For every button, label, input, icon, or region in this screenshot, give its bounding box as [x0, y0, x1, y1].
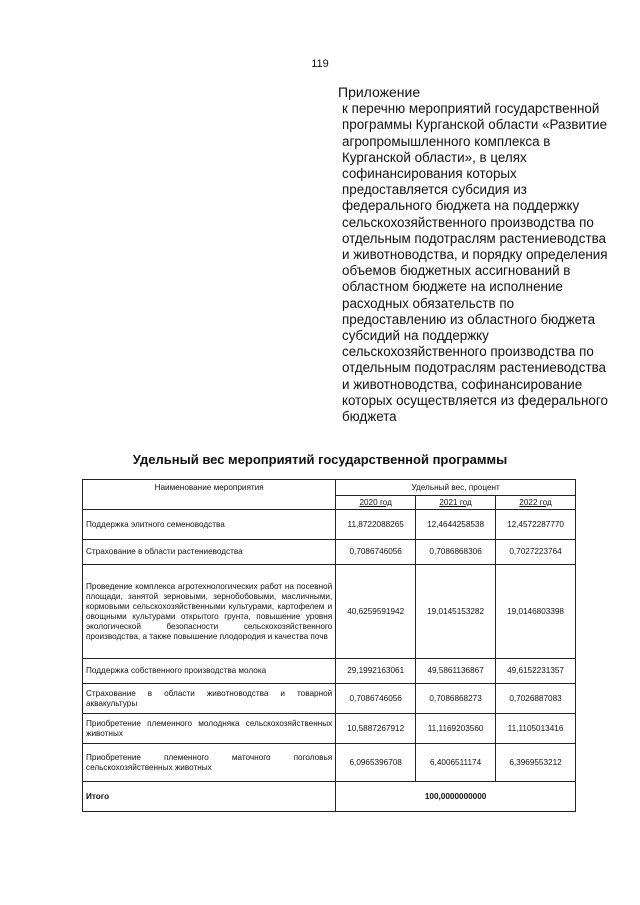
table-title: Удельный вес мероприятий государственной программы	[132, 452, 508, 467]
row-name: Страхование в области животноводства и товарной аквакультуры	[83, 684, 336, 714]
row-value-2021: 6,4006511174	[416, 744, 496, 782]
appendix-title: Приложение	[338, 84, 421, 100]
header-year-2021: 2021 год	[416, 496, 496, 510]
header-year-2022: 2022 год	[496, 496, 576, 510]
row-value-2020: 11,8722088265	[336, 510, 416, 540]
row-value-2020: 10,5887267912	[336, 714, 416, 744]
row-value-2020: 29,1992163061	[336, 659, 416, 684]
row-name: Поддержка элитного семеноводства	[83, 510, 336, 540]
row-value-2022: 11,1105013416	[496, 714, 576, 744]
row-name: Приобретение племенного молодняка сельскохозяйственных животных	[83, 714, 336, 744]
row-value-2020: 6,0965396708	[336, 744, 416, 782]
row-value-2022: 19,0146803398	[496, 565, 576, 659]
row-value-2022: 12,4572287770	[496, 510, 576, 540]
total-row	[83, 782, 576, 812]
row-value-2021: 11,1169203560	[416, 714, 496, 744]
table-row	[83, 565, 576, 659]
appendix-body: к перечню мероприятий государственной программы Курганской области «Развитие агропромышленного комплекса в Курганской области», в целях софинансирования которых предоставляется субсидия из федерального бюджета на поддержку сельскохозяйственного производства по отдельным подотраслям растениеводства и животноводства, и порядку определения объемов бюджетных ассигнований в областном бюджете на исполнение расходных обязательств по предоставлению из областного бюджета субсидий на поддержку сельскохозяйственного производства по отдельным подотраслям растениеводства и животноводства, софинансирование которых осуществляется из федерального бюджета	[342, 101, 608, 425]
table-row	[83, 659, 576, 684]
row-value-2022: 0,7027223764	[496, 540, 576, 565]
header-share: Удельный вес, процент	[336, 480, 576, 496]
header-name: Наименование мероприятия	[83, 480, 336, 510]
row-value-2022: 6,3969553212	[496, 744, 576, 782]
row-value-2022: 49,6152231357	[496, 659, 576, 684]
table-row	[83, 714, 576, 744]
table-row	[83, 744, 576, 782]
row-name: Приобретение племенного маточного поголовья сельскохозяйственных животных	[83, 744, 336, 782]
total-label: Итого	[83, 782, 336, 812]
row-value-2020: 0,7086746056	[336, 540, 416, 565]
row-value-2021: 19,0145153282	[416, 565, 496, 659]
row-name: Страхование в области растениеводства	[83, 540, 336, 565]
total-value: 100,0000000000	[336, 782, 576, 812]
row-value-2021: 0,7086868306	[416, 540, 496, 565]
row-value-2021: 0,7086868273	[416, 684, 496, 714]
share-table	[82, 479, 576, 812]
row-name: Проведение комплекса агротехнологических работ на посевной площади, занятой зерновыми, зернобобовыми, масличными, кормовыми сельскохозяйственными культурами, картофелем и овощными культурами открытого грунта, повышение уровня экологической безопасности сельскохозяйственного производства, а также повышение плодородия и качества почв	[83, 565, 336, 659]
row-value-2021: 49,5861136867	[416, 659, 496, 684]
row-name: Поддержка собственного производства молока	[83, 659, 336, 684]
appendix-block	[338, 84, 616, 425]
row-value-2020: 40,6259591942	[336, 565, 416, 659]
table-row	[83, 540, 576, 565]
table-row	[83, 684, 576, 714]
table-row	[83, 510, 576, 540]
row-value-2021: 12,4644258538	[416, 510, 496, 540]
header-year-2020: 2020 год	[336, 496, 416, 510]
page-number: 119	[311, 58, 329, 70]
row-value-2020: 0,7086746056	[336, 684, 416, 714]
row-value-2022: 0,7026887083	[496, 684, 576, 714]
